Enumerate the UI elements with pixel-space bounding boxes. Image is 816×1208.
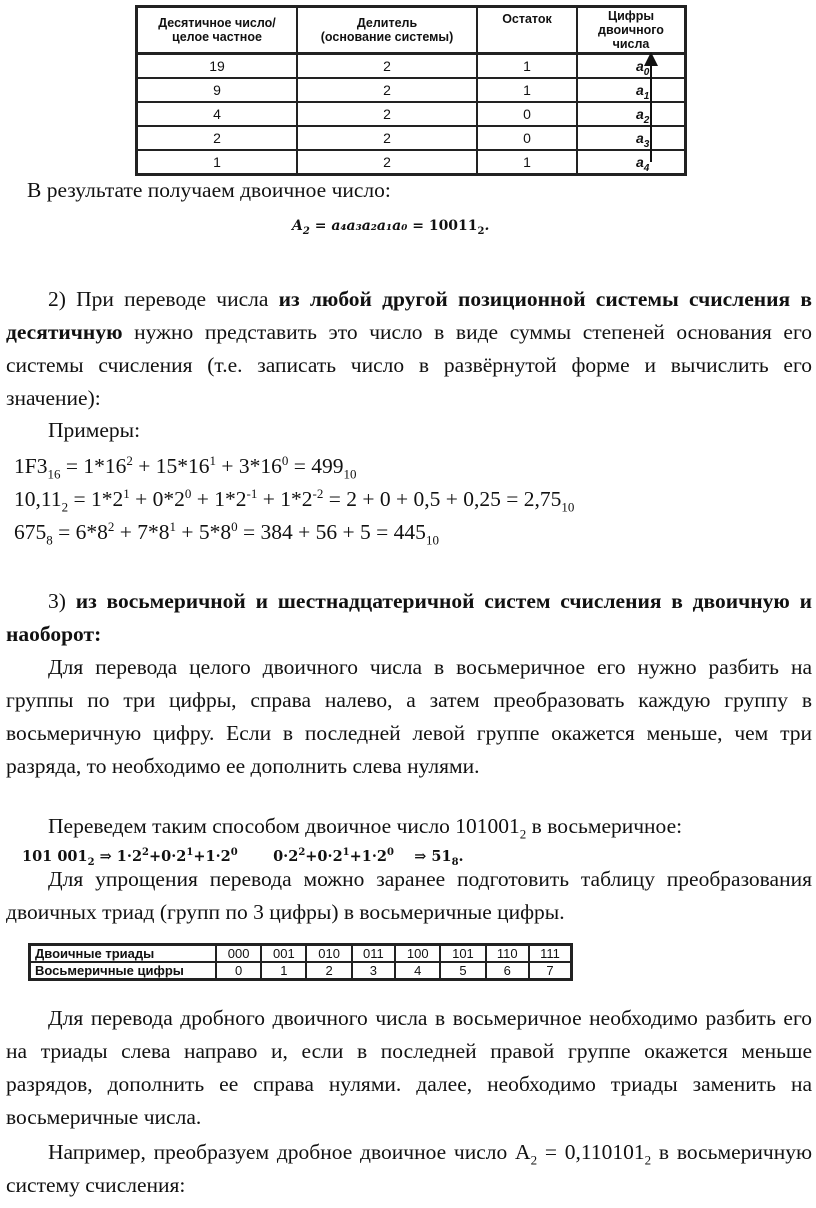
triad-octal-cell: 4 [395, 962, 440, 980]
cell-binary-digit: $a_2$ [577, 102, 686, 126]
table-row [137, 150, 686, 175]
triad-row-binary [30, 945, 572, 963]
cell-binary-digit: $a_3$ [577, 126, 686, 150]
example-2: $10,11_2 = 1*2^1 + 0*2^0 + 1*2^{-1} + 1*2^{-2} = 2 + 0 + 0,5 + 0,25 = 2,75_{10}$ [14, 485, 575, 515]
triad-binary-cell: 000 [216, 945, 261, 963]
cell-divisor: 2 [297, 126, 477, 150]
section-3-paragraph-3: Для упрощения перевода можно заранее подготовить таблицу преобразования двоичных триад (групп по 3 цифры) в восьмеричные цифры. [6, 867, 812, 924]
triad-binary-cell: 111 [529, 945, 572, 963]
cell-remainder: 1 [477, 78, 577, 102]
triad-binary-cell: 101 [440, 945, 485, 963]
cell-remainder: 1 [477, 150, 577, 175]
cell-remainder: 1 [477, 54, 577, 79]
section-3-paragraph-1: Для перевода целого двоичного числа в восьмеричное его нужно разбить на группы по три цифры, справа налево, а затем преобразовать каждую группу в восьмеричную цифру. Если в последней левой группе окажется меньше, чем три разряда, то необходимо ее дополнить слева нулями. [6, 655, 812, 778]
triad-row-label: Двоичные триады [30, 945, 217, 963]
table-row [137, 126, 686, 150]
triad-octal-cell: 1 [261, 962, 306, 980]
octal-formula: 101 $001_2$ ⇒ $1\cdot 2^2+0\cdot 2^1+1\cdot 2^0$ $0\cdot 2^2+0\cdot 2^1+1\cdot 2^0$ ⇒ $51_8$. [22, 847, 464, 868]
up-arrow-icon [644, 52, 658, 66]
triad-binary-cell: 010 [306, 945, 351, 963]
table-row [137, 78, 686, 102]
cell-divisor: 2 [297, 150, 477, 175]
triad-octal-cell: 6 [486, 962, 529, 980]
triad-binary-cell: 011 [352, 945, 395, 963]
example-3: $675_8 = 6*8^2 + 7*8^1 + 5*8^0 = 384 + 56 + 5 = 445_{10}$ [14, 518, 439, 548]
triad-binary-cell: 100 [395, 945, 440, 963]
cell-remainder: 0 [477, 126, 577, 150]
table-header-row [137, 7, 686, 54]
triad-table [28, 943, 573, 981]
section-2-paragraph: 2) При переводе числа из любой другой позиционной системы счисления в десятичную нужно представить это число в виде суммы степеней основания его системы счисления (т.е. записать число в развёрнутой форме и вычислить его значение): [6, 287, 812, 410]
cell-binary-digit: $a_0$ [577, 54, 686, 79]
triad-binary-cell: 001 [261, 945, 306, 963]
cell-divisor: 2 [297, 102, 477, 126]
header-digits: Цифры двоичного числа [577, 7, 686, 54]
cell-divisor: 2 [297, 54, 477, 79]
table-row [137, 54, 686, 79]
cell-divisor: 2 [297, 78, 477, 102]
cell-binary-digit: $a_1$ [577, 78, 686, 102]
example-1: $1F3_{16} = 1*16^2 + 15*16^1 + 3*16^0 = 499_{10}$ [14, 452, 357, 482]
cell-number: 4 [137, 102, 298, 126]
header-remainder: Остаток [477, 7, 577, 54]
header-divisor: Делитель (основание системы) [297, 7, 477, 54]
section-4-paragraph-2: Например, преобразуем дробное двоичное число $A_2 = 0,110101_2$ в восьмеричную систему счисления: [6, 1140, 813, 1197]
result-text: В результате получаем двоичное число: [27, 178, 391, 202]
up-arrow-line [650, 62, 652, 162]
result-formula: $A_2 = a_4a_3a_2a_1a_0 = 10011_2$. [292, 218, 490, 237]
cell-binary-digit: $a_4$ [577, 150, 686, 175]
triad-row-label: Восьмеричные цифры [30, 962, 217, 980]
triad-octal-cell: 2 [306, 962, 351, 980]
table-row [137, 102, 686, 126]
header-decimal: Десятичное число/ целое частное [137, 7, 298, 54]
triad-octal-cell: 3 [352, 962, 395, 980]
triad-octal-cell: 0 [216, 962, 261, 980]
division-table [135, 5, 687, 176]
cell-remainder: 0 [477, 102, 577, 126]
triad-binary-cell: 110 [486, 945, 529, 963]
triad-octal-cell: 7 [529, 962, 572, 980]
cell-number: 1 [137, 150, 298, 175]
cell-number: 2 [137, 126, 298, 150]
section-4-paragraph-1: Для перевода дробного двоичного числа в восьмеричное необходимо разбить его на триады слева направо и, если в последней правой группе окажется меньше разрядов, дополнить ее справа нулями. далее, необходимо триады заменить на восьмеричные числа. [6, 1006, 812, 1129]
cell-number: 9 [137, 78, 298, 102]
section-3-heading: 3) из восьмеричной и шестнадцатеричной систем счисления в двоичную и наоборот: [6, 589, 812, 646]
triad-octal-cell: 5 [440, 962, 485, 980]
examples-label: Примеры: [48, 418, 141, 442]
triad-row-octal [30, 962, 572, 980]
cell-number: 19 [137, 54, 298, 79]
section-3-paragraph-2: Переведем таким способом двоичное число $101001_2$ в восьмеричное: [48, 814, 683, 842]
